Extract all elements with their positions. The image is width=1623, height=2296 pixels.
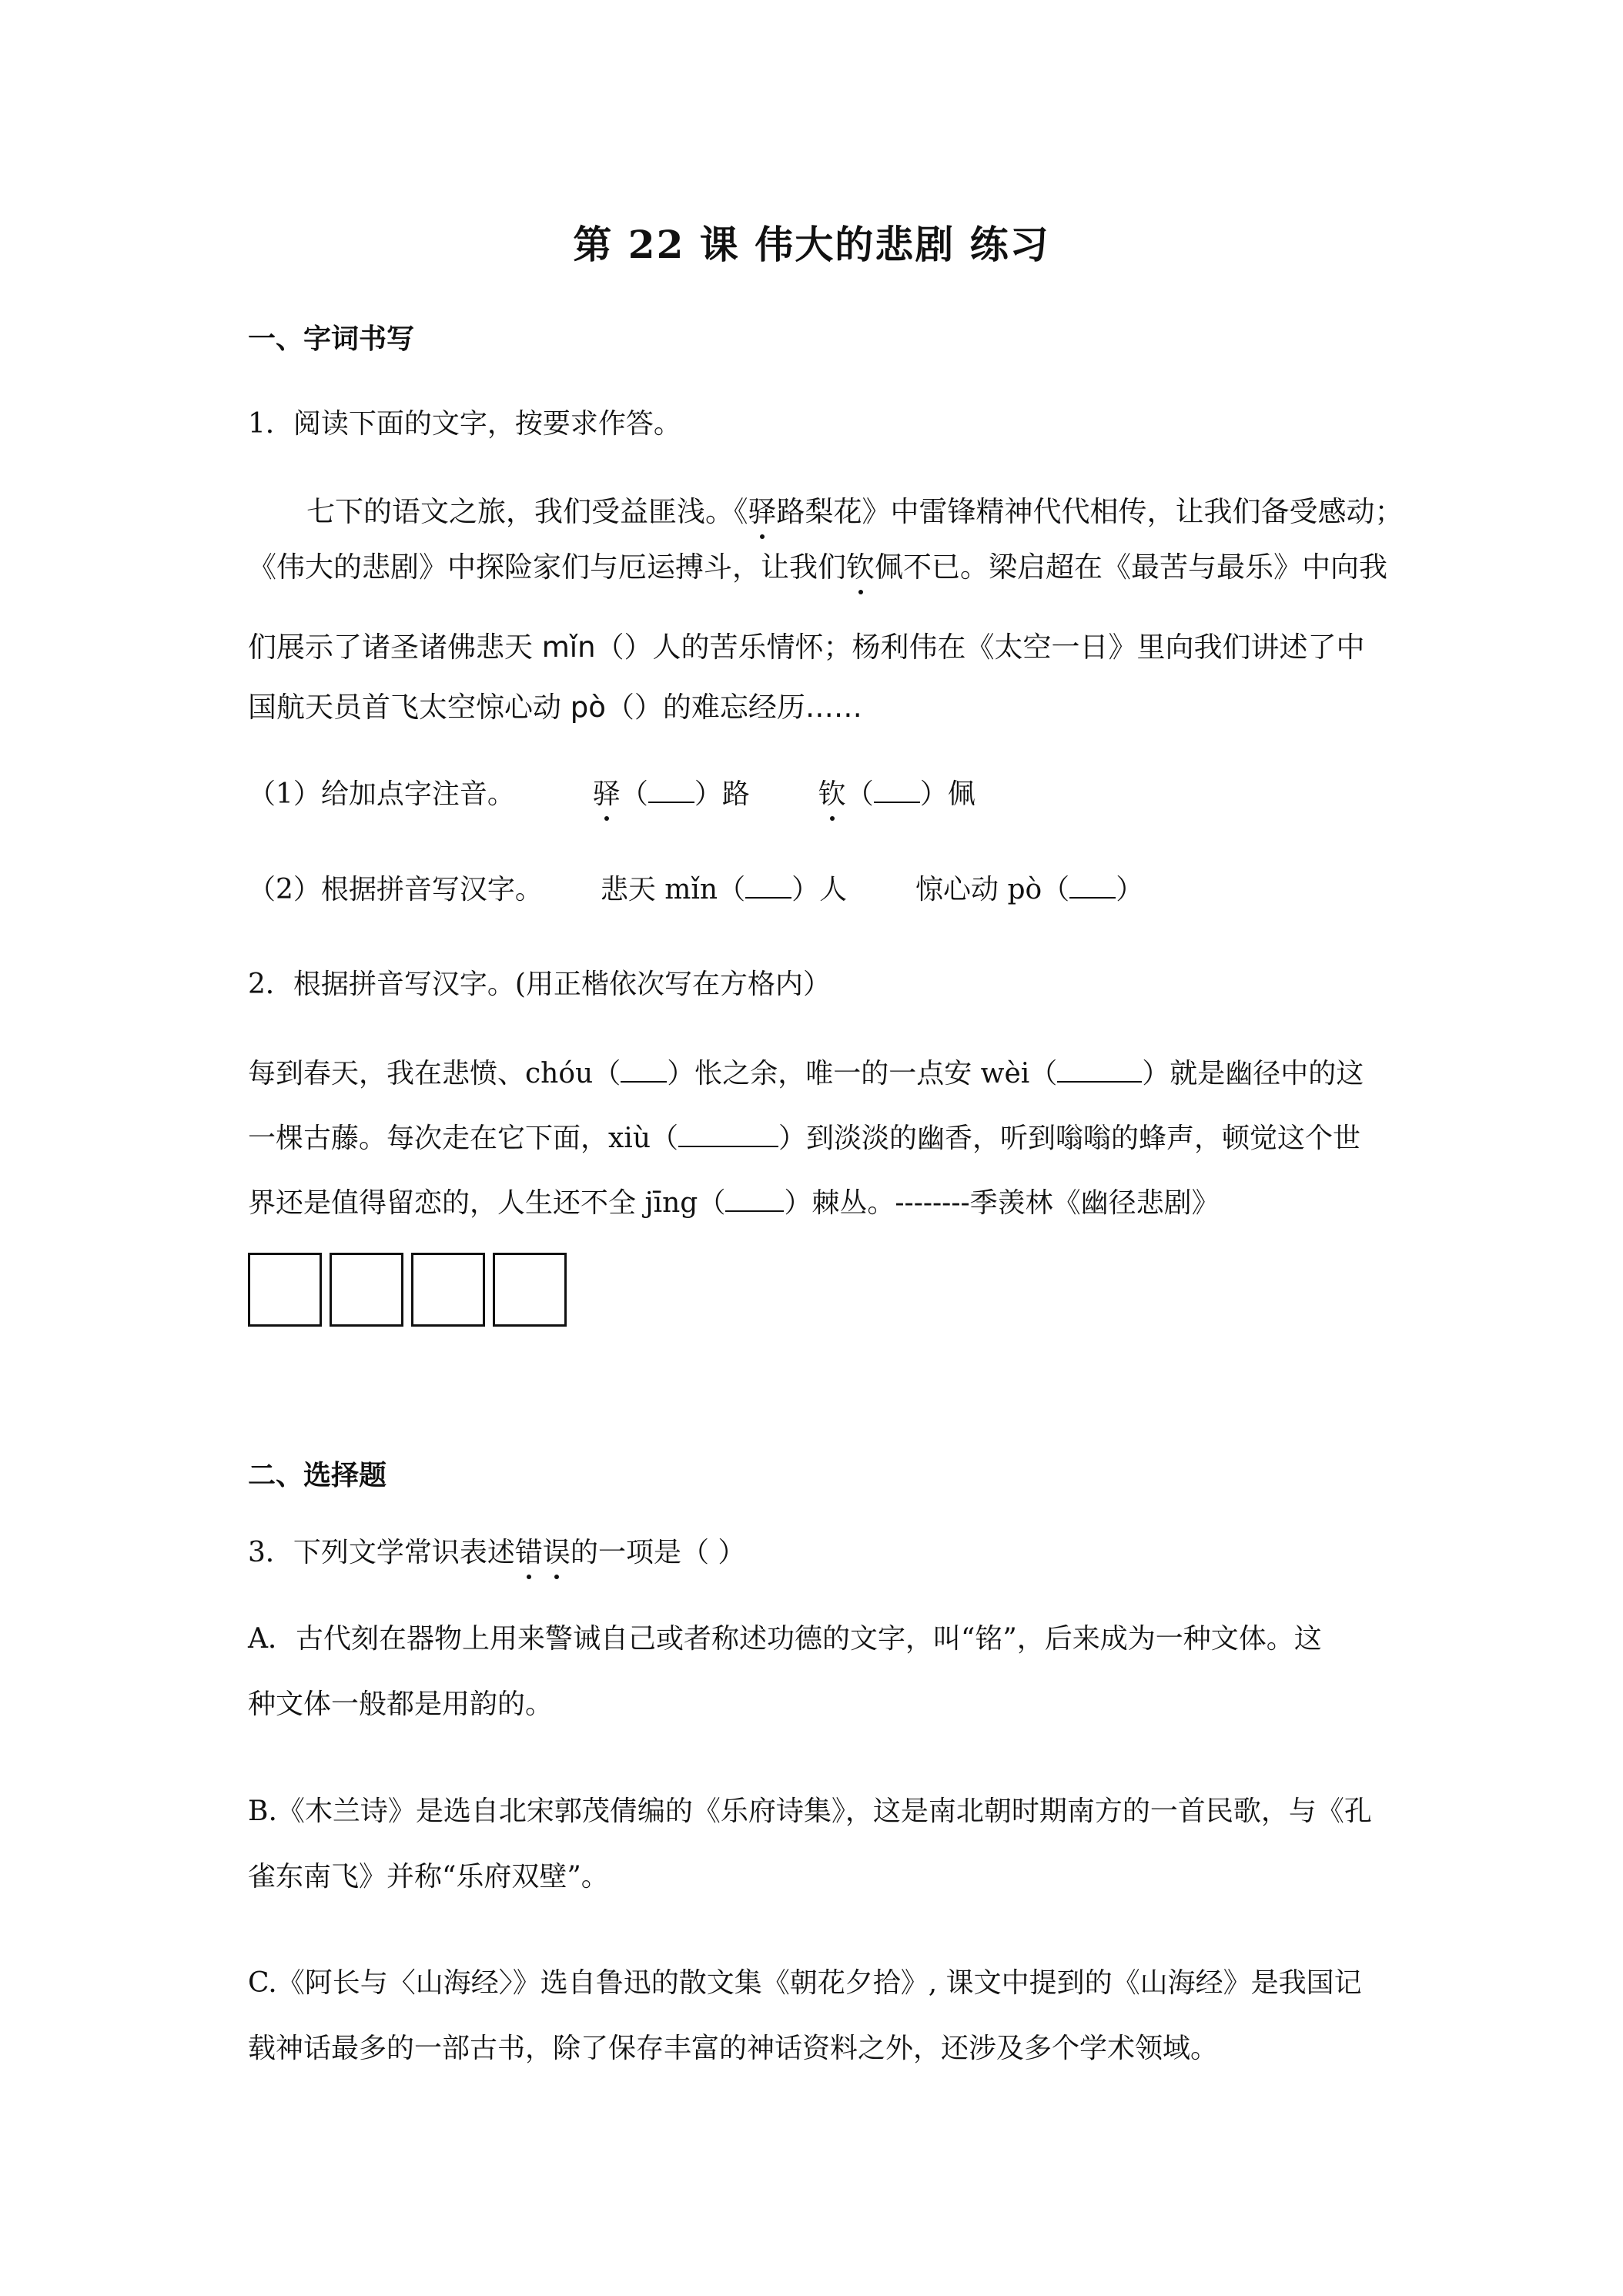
subquestion-1: （1）给加点字注音。 驿（ ）路 钦（ ）佩	[248, 772, 975, 812]
answer-grid-box-1[interactable]	[248, 1253, 322, 1327]
option-b-line-1[interactable]: B.《木兰诗》是选自北宋郭茂倩编的《乐府诗集》，这是南北朝时期南方的一首民歌，与《孔	[248, 1796, 1372, 1827]
answer-grid-box-3[interactable]	[411, 1253, 485, 1327]
q2-line-3: 界还是值得留恋的，人生还不全 jīng（ ）棘丛。--------季羡林《幽径悲剧》	[248, 1187, 1220, 1219]
answer-blank-po[interactable]	[1069, 874, 1116, 899]
page-title: 第 22 课 伟大的悲剧 练习	[573, 222, 1050, 267]
passage-line-2: 《伟大的悲剧》中探险家们与厄运搏斗，让我们钦佩不已。梁启超在《最苦与最乐》中向我	[248, 544, 1387, 585]
option-a-line-2[interactable]: 种文体一般都是用韵的。	[248, 1689, 554, 1720]
question-1-stem: 1．阅读下面的文字，按要求作答。	[248, 408, 681, 440]
answer-blank-yi[interactable]	[648, 778, 694, 803]
question-2-stem: 2．根据拼音写汉字。(用正楷依次写在方格内）	[248, 969, 831, 1000]
answer-blank-chou[interactable]	[621, 1058, 667, 1083]
answer-blank-wei[interactable]	[1057, 1058, 1142, 1083]
dotted-char-qin: 钦	[846, 544, 875, 585]
answer-blank-xiu[interactable]	[678, 1123, 778, 1147]
passage-line-3: 们展示了诸圣诸佛悲天 mǐn（）人的苦乐情怀；杨利伟在《太空一日》里向我们讲述了中	[248, 631, 1365, 664]
q2-line-2: 一棵古藤。每次走在它下面，xiù（ ）到淡淡的幽香，听到嗡嗡的蜂声，顿觉这个世	[248, 1123, 1361, 1154]
option-c-line-2[interactable]: 载神话最多的一部古书，除了保存丰富的神话资料之外，还涉及多个学术领域。	[248, 2033, 1219, 2064]
answer-blank-jing[interactable]	[725, 1187, 784, 1212]
subquestion-2-label: （2）根据拼音写汉字。	[248, 874, 543, 905]
subquestion-2: （2）根据拼音写汉字。 悲天 mǐn（ ）人 惊心动 pò（ ）	[248, 874, 1144, 905]
subquestion-1-label: （1）给加点字注音。	[248, 778, 515, 810]
passage-line-4: 国航天员首飞太空惊心动 pò（）的难忘经历……	[248, 691, 862, 724]
answer-blank-qin[interactable]	[874, 778, 920, 803]
option-a-line-1[interactable]: A．古代刻在器物上用来警诫自己或者称述功德的文字，叫“铭”，后来成为一种文体。这	[248, 1623, 1322, 1655]
answer-grid-box-4[interactable]	[493, 1253, 567, 1327]
dotted-char-yi: 驿	[748, 488, 777, 530]
option-b-line-2[interactable]: 雀东南飞》并称“乐府双壁”。	[248, 1861, 609, 1893]
question-3-stem: 3．下列文学常识表述错误的一项是（ ）	[248, 1531, 745, 1570]
answer-grid-box-2[interactable]	[330, 1253, 403, 1327]
section-heading-2: 二、选择题	[248, 1459, 387, 1491]
answer-blank-min[interactable]	[745, 874, 791, 899]
option-c-line-1[interactable]: C.《阿长与〈山海经〉》选自鲁迅的散文集《朝花夕拾》, 课文中提到的《山海经》是我国记	[248, 1967, 1362, 1999]
section-heading-1: 一、字词书写	[248, 323, 415, 355]
q2-line-1: 每到春天，我在悲愤、chóu（ ）怅之余，唯一的一点安 wèi（ ）就是幽径中的这	[248, 1058, 1364, 1089]
passage-line-1: 七下的语文之旅，我们受益匪浅。《驿路梨花》中雷锋精神代代相传，让我们备受感动；	[306, 488, 1404, 530]
